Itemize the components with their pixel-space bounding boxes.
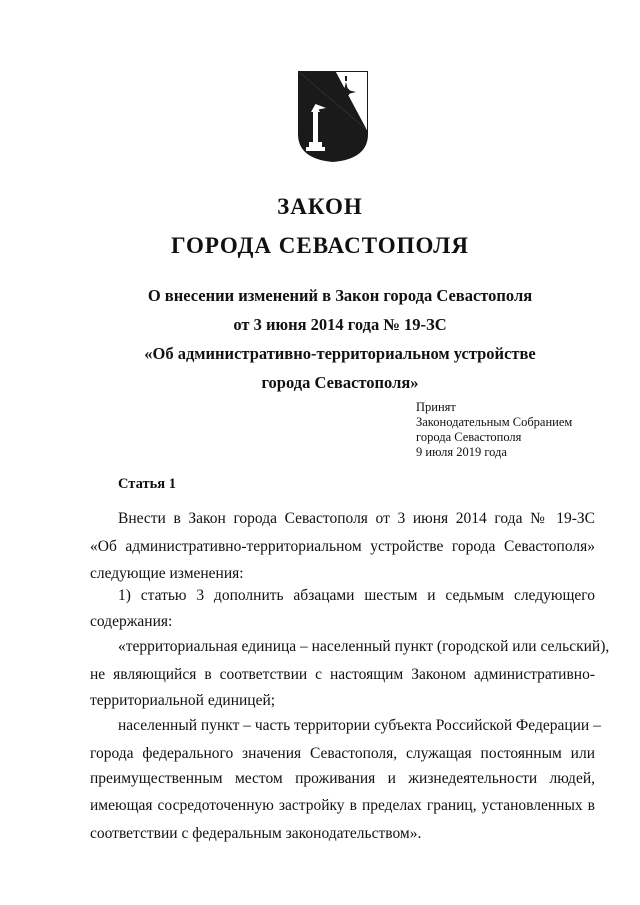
sevastopol-coat-of-arms-icon (296, 68, 370, 163)
adoption-block (416, 400, 572, 460)
body-line: имеющая сосредоточенную застройку в пределах границ, установленных в (90, 797, 595, 814)
law-city-title: ГОРОДА СЕВАСТОПОЛЯ (170, 233, 470, 258)
body-line: преимущественным местом проживания и жизнедеятельности людей, (90, 770, 595, 787)
subtitle-line: О внесении изменений в Закон города Севастополя (147, 286, 533, 305)
adoption-line: Законодательным Собранием (416, 415, 573, 429)
body-line: города федерального значения Севастополя, служащая постоянным или (90, 745, 595, 762)
adoption-line: города Севастополя (416, 430, 522, 444)
subtitle-line: от 3 июня 2014 года № 19-ЗС (233, 315, 447, 334)
body-line: «Об административно-территориальном устройстве города Севастополя» (90, 538, 595, 555)
body-line: следующие изменения: (90, 565, 244, 582)
subtitle-line: «Об административно-территориальном устройстве (144, 344, 536, 363)
body-line: населенный пункт – часть территории субъекта Российской Федерации – (118, 717, 601, 734)
body-line: территориальной единицей; (90, 692, 276, 709)
law-title: ЗАКОН (277, 194, 363, 219)
body-line: «территориальная единица – населенный пункт (городской или сельский), (118, 638, 610, 655)
adoption-date: 9 июля 2019 года (416, 445, 507, 459)
body-line: 1) статью 3 дополнить абзацами шестым и седьмым следующего (118, 587, 595, 604)
body-line: соответствии с федеральным законодательством». (90, 825, 422, 842)
body-line: не являющийся в соответствии с настоящим Законом административно- (90, 666, 595, 683)
body-line: Внести в Закон города Севастополя от 3 июня 2014 года № 19-ЗС (118, 510, 595, 527)
body-line: содержания: (90, 613, 173, 630)
subtitle-line: города Севастополя» (261, 373, 419, 392)
adoption-line: Принят (416, 400, 456, 414)
article-heading: Статья 1 (118, 476, 176, 492)
